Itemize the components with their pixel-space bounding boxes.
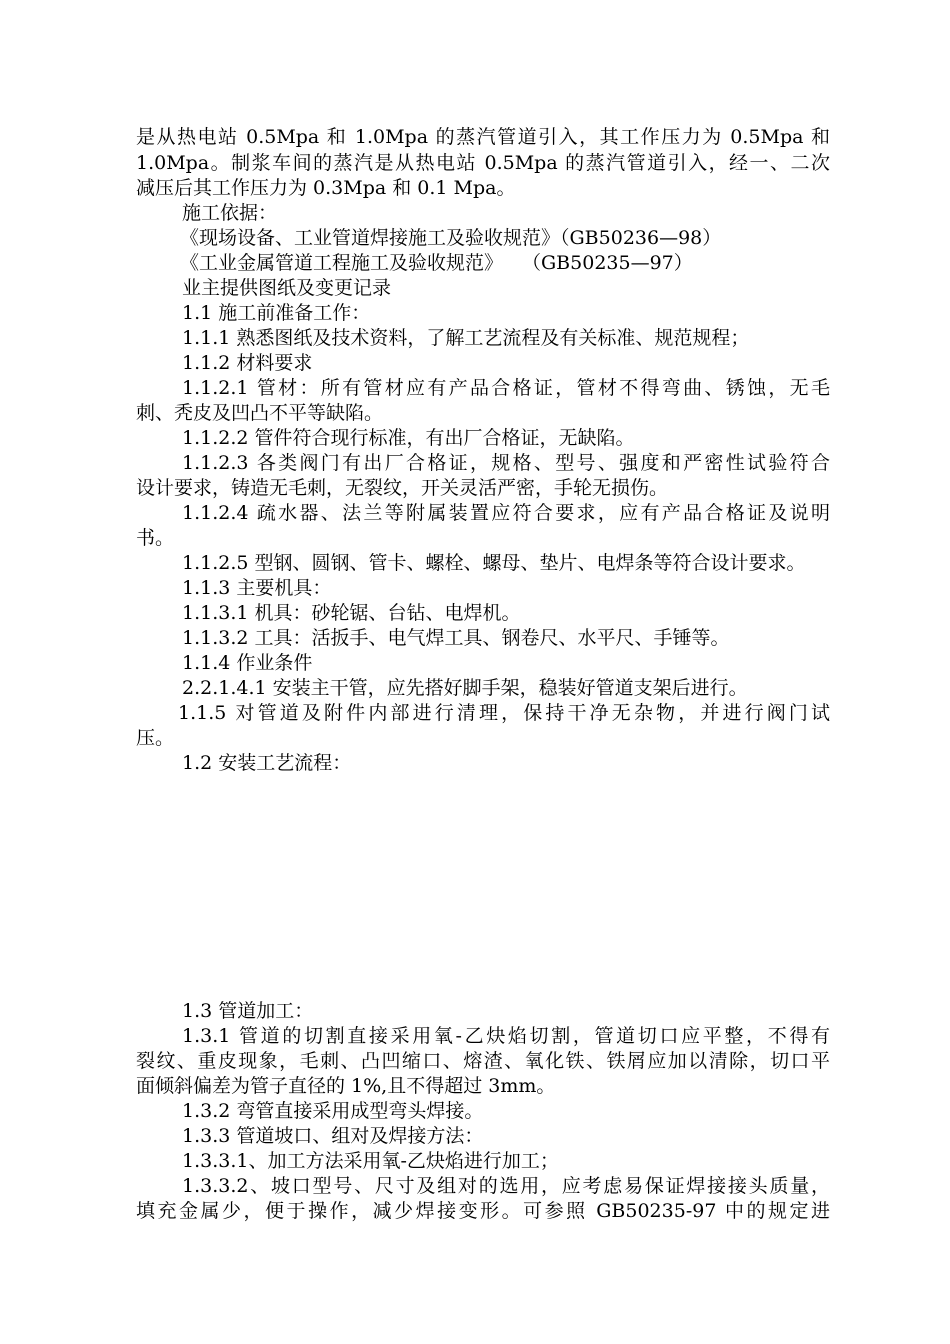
body-text-line: 设计要求，铸造无毛刺，无裂纹，开关灵活严密，手轮无损伤。 bbox=[136, 477, 669, 499]
section-heading: 1.1.2 材料要求 bbox=[182, 352, 313, 374]
body-text-line: 1.1.5 对管道及附件内部进行清理，保持干净无杂物，并进行阀门试 bbox=[178, 702, 830, 724]
body-text-line: 1.1.3.1 机具：砂轮锯、台钻、电焊机。 bbox=[182, 602, 521, 624]
body-text-line: 书。 bbox=[136, 527, 175, 549]
body-text-line: 裂纹、重皮现象，毛刺、凸凹缩口、熔渣、氧化铁、铁屑应加以清除，切口平 bbox=[136, 1050, 830, 1072]
body-text-line: 刺、秃皮及凹凸不平等缺陷。 bbox=[136, 402, 384, 424]
body-text-line: 1.1.2.5 型钢、圆钢、管卡、螺栓、螺母、垫片、电焊条等符合设计要求。 bbox=[182, 552, 806, 574]
body-text-line: 1.3.1 管道的切割直接采用氧-乙炔焰切割，管道切口应平整，不得有 bbox=[182, 1025, 830, 1047]
reference-standard: 《工业金属管道工程施工及验收规范》 （GB50235—97） bbox=[180, 252, 693, 274]
body-text-line: 1.1.2.2 管件符合现行标准，有出厂合格证，无缺陷。 bbox=[182, 427, 635, 449]
body-text-line: 1.3.2 弯管直接采用成型弯头焊接。 bbox=[182, 1100, 484, 1122]
reference-item: 业主提供图纸及变更记录 bbox=[182, 277, 392, 299]
body-text-line: 填充金属少，便于操作，减少焊接变形。可参照 GB50235-97 中的规定进 bbox=[136, 1200, 830, 1222]
body-text-line: 1.1.2.1 管材：所有管材应有产品合格证，管材不得弯曲、锈蚀，无毛 bbox=[182, 377, 830, 399]
body-text-line: 1.3.3.1、加工方法采用氧-乙炔焰进行加工； bbox=[182, 1150, 559, 1172]
section-heading: 1.3.3 管道坡口、组对及焊接方法： bbox=[182, 1125, 484, 1147]
body-text-line: 减压后其工作压力为 0.3Mpa 和 0.1 Mpa。 bbox=[136, 177, 516, 199]
body-text-line: 1.1.2.3 各类阀门有出厂合格证，规格、型号、强度和严密性试验符合 bbox=[182, 452, 830, 474]
reference-standard: 《现场设备、工业管道焊接施工及验收规范》（GB50236—98） bbox=[180, 227, 722, 249]
body-text-line: 是从热电站 0.5Mpa 和 1.0Mpa 的蒸汽管道引入，其工作压力为 0.5Mpa 和 bbox=[136, 126, 830, 148]
body-text-line: 压。 bbox=[136, 727, 175, 749]
body-text-line: 1.1.2.4 疏水器、法兰等附属装置应符合要求，应有产品合格证及说明 bbox=[182, 502, 830, 524]
body-text-line: 2.2.1.4.1 安装主干管，应先搭好脚手架，稳装好管道支架后进行。 bbox=[182, 677, 748, 699]
section-heading: 1.1.4 作业条件 bbox=[182, 652, 313, 674]
section-heading: 1.1 施工前准备工作： bbox=[182, 302, 371, 324]
body-text-line: 1.1.3.2 工具：活扳手、电气焊工具、钢卷尺、水平尺、手锤等。 bbox=[182, 627, 730, 649]
body-text-line: 1.3.3.2、坡口型号、尺寸及组对的选用，应考虑易保证焊接接头质量， bbox=[182, 1175, 830, 1197]
section-heading: 1.1.3 主要机具： bbox=[182, 577, 332, 599]
body-text-line: 1.0Mpa。制浆车间的蒸汽是从热电站 0.5Mpa 的蒸汽管道引入，经一、二次 bbox=[136, 152, 830, 174]
section-heading: 施工依据： bbox=[182, 202, 278, 224]
body-text-line: 1.1.1 熟悉图纸及技术资料，了解工艺流程及有关标准、规范规程； bbox=[182, 327, 750, 349]
section-heading: 1.2 安装工艺流程： bbox=[182, 752, 352, 774]
section-heading: 1.3 管道加工： bbox=[182, 1000, 314, 1022]
body-text-line: 面倾斜偏差为管子直径的 1%,且不得超过 3mm。 bbox=[136, 1075, 556, 1097]
